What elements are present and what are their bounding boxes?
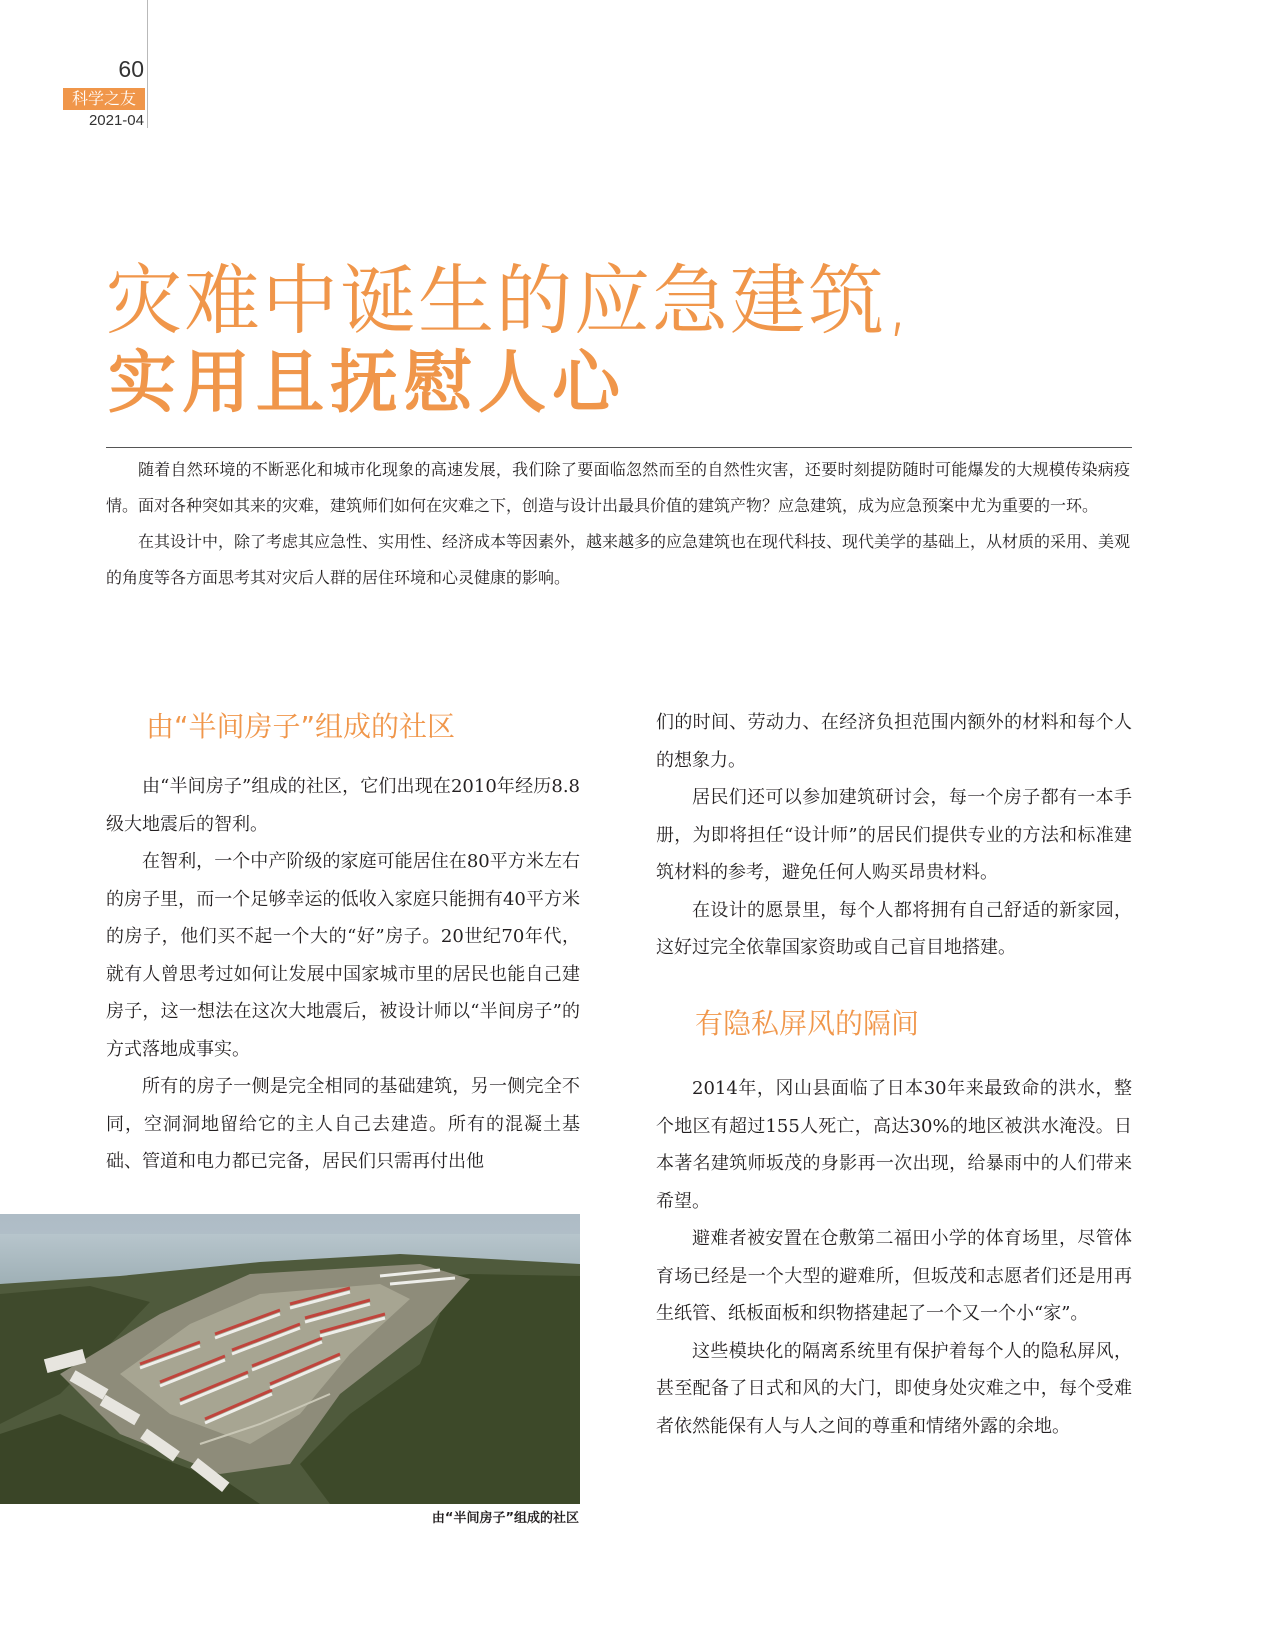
page-number: 60 — [118, 56, 144, 82]
photo-caption: 由“半间房子”组成的社区 — [431, 1511, 579, 1526]
body-paragraph: 在智利，一个中产阶级的家庭可能居住在80平方米左右的房子里，而一个足够幸运的低收入家庭只能拥有40平方米的房子，他们买不起一个大的“好”房子。20世纪70年代，就有人曾思考过如何让发展中国家城市里的居民也能自己建房子，这一想法在这次大地震后，被设计师以“半间房子”的方式落地成事实。 — [106, 851, 580, 1060]
right-column-top — [656, 704, 1132, 967]
magazine-badge: 科学之友 — [63, 88, 145, 110]
title-divider — [106, 447, 1132, 448]
body-paragraph: 这些模块化的隔离系统里有保护着每个人的隐私屏风，甚至配备了日式和风的大门，即使身处灾难之中，每个受难者依然能保有人与人之间的尊重和情绪外露的余地。 — [656, 1340, 1132, 1437]
intro-paragraph: 在其设计中，除了考虑其应急性、实用性、经济成本等因素外，越来越多的应急建筑也在现代科技、现代美学的基础上，从材质的采用、美观的角度等各方面思考其对灾后人群的居住环境和心灵健康的影响。 — [106, 532, 1131, 587]
aerial-photo-illustration — [0, 1214, 580, 1504]
article-title-line1: 灾难中诞生的应急建筑, — [106, 256, 913, 345]
right-column-bottom — [656, 1070, 1132, 1445]
left-column — [106, 768, 580, 1181]
section-heading-half-house: 由“半间房子”组成的社区 — [146, 710, 456, 743]
intro-paragraph: 随着自然环境的不断恶化和城市化现象的高速发展，我们除了要面临忽然而至的自然性灾害，还要时刻提防随时可能爆发的大规模传染病疫情。面对各种突如其来的灾难，建筑师们如何在灾难之下，创造与设计出最具价值的建筑产物？应急建筑，成为应急预案中尤为重要的一环。 — [106, 460, 1130, 515]
body-paragraph: 避难者被安置在仓敷第二福田小学的体育场里，尽管体育场已经是一个大型的避难所，但坂茂和志愿者们还是用再生纸管、纸板面板和织物搭建起了一个又一个小“家”。 — [656, 1228, 1132, 1324]
body-paragraph: 2014年，冈山县面临了日本30年来最致命的洪水，整个地区有超过155人死亡，高达30%的地区被洪水淹没。日本著名建筑师坂茂的身影再一次出现，给暴雨中的人们带来希望。 — [656, 1078, 1132, 1212]
header-divider — [147, 0, 148, 128]
body-paragraph: 由“半间房子”组成的社区，它们出现在2010年经历8.8级大地震后的智利。 — [106, 776, 580, 835]
section-heading-privacy-screen: 有隐私屏风的隔间 — [695, 1007, 920, 1040]
article-title-line2: 实用且抚慰人心 — [108, 344, 627, 423]
body-paragraph: 在设计的愿景里，每个人都将拥有自己舒适的新家园，这好过完全依靠国家资助或自己盲目地搭建。 — [656, 899, 1132, 958]
issue-date: 2021-04 — [88, 112, 144, 129]
intro-block — [106, 452, 1130, 596]
community-aerial-photo — [0, 1214, 580, 1504]
body-paragraph: 所有的房子一侧是完全相同的基础建筑，另一侧完全不同，空洞洞地留给它的主人自己去建造。所有的混凝土基础、管道和电力都已完备，居民们只需再付出他 — [106, 1076, 580, 1172]
body-paragraph-continued: 们的时间、劳动力、在经济负担范围内额外的材料和每个人的想象力。 — [656, 712, 1132, 771]
body-paragraph: 居民们还可以参加建筑研讨会，每一个房子都有一本手册，为即将担任“设计师”的居民们提供专业的方法和标准建筑材料的参考，避免任何人购买昂贵材料。 — [656, 787, 1132, 883]
